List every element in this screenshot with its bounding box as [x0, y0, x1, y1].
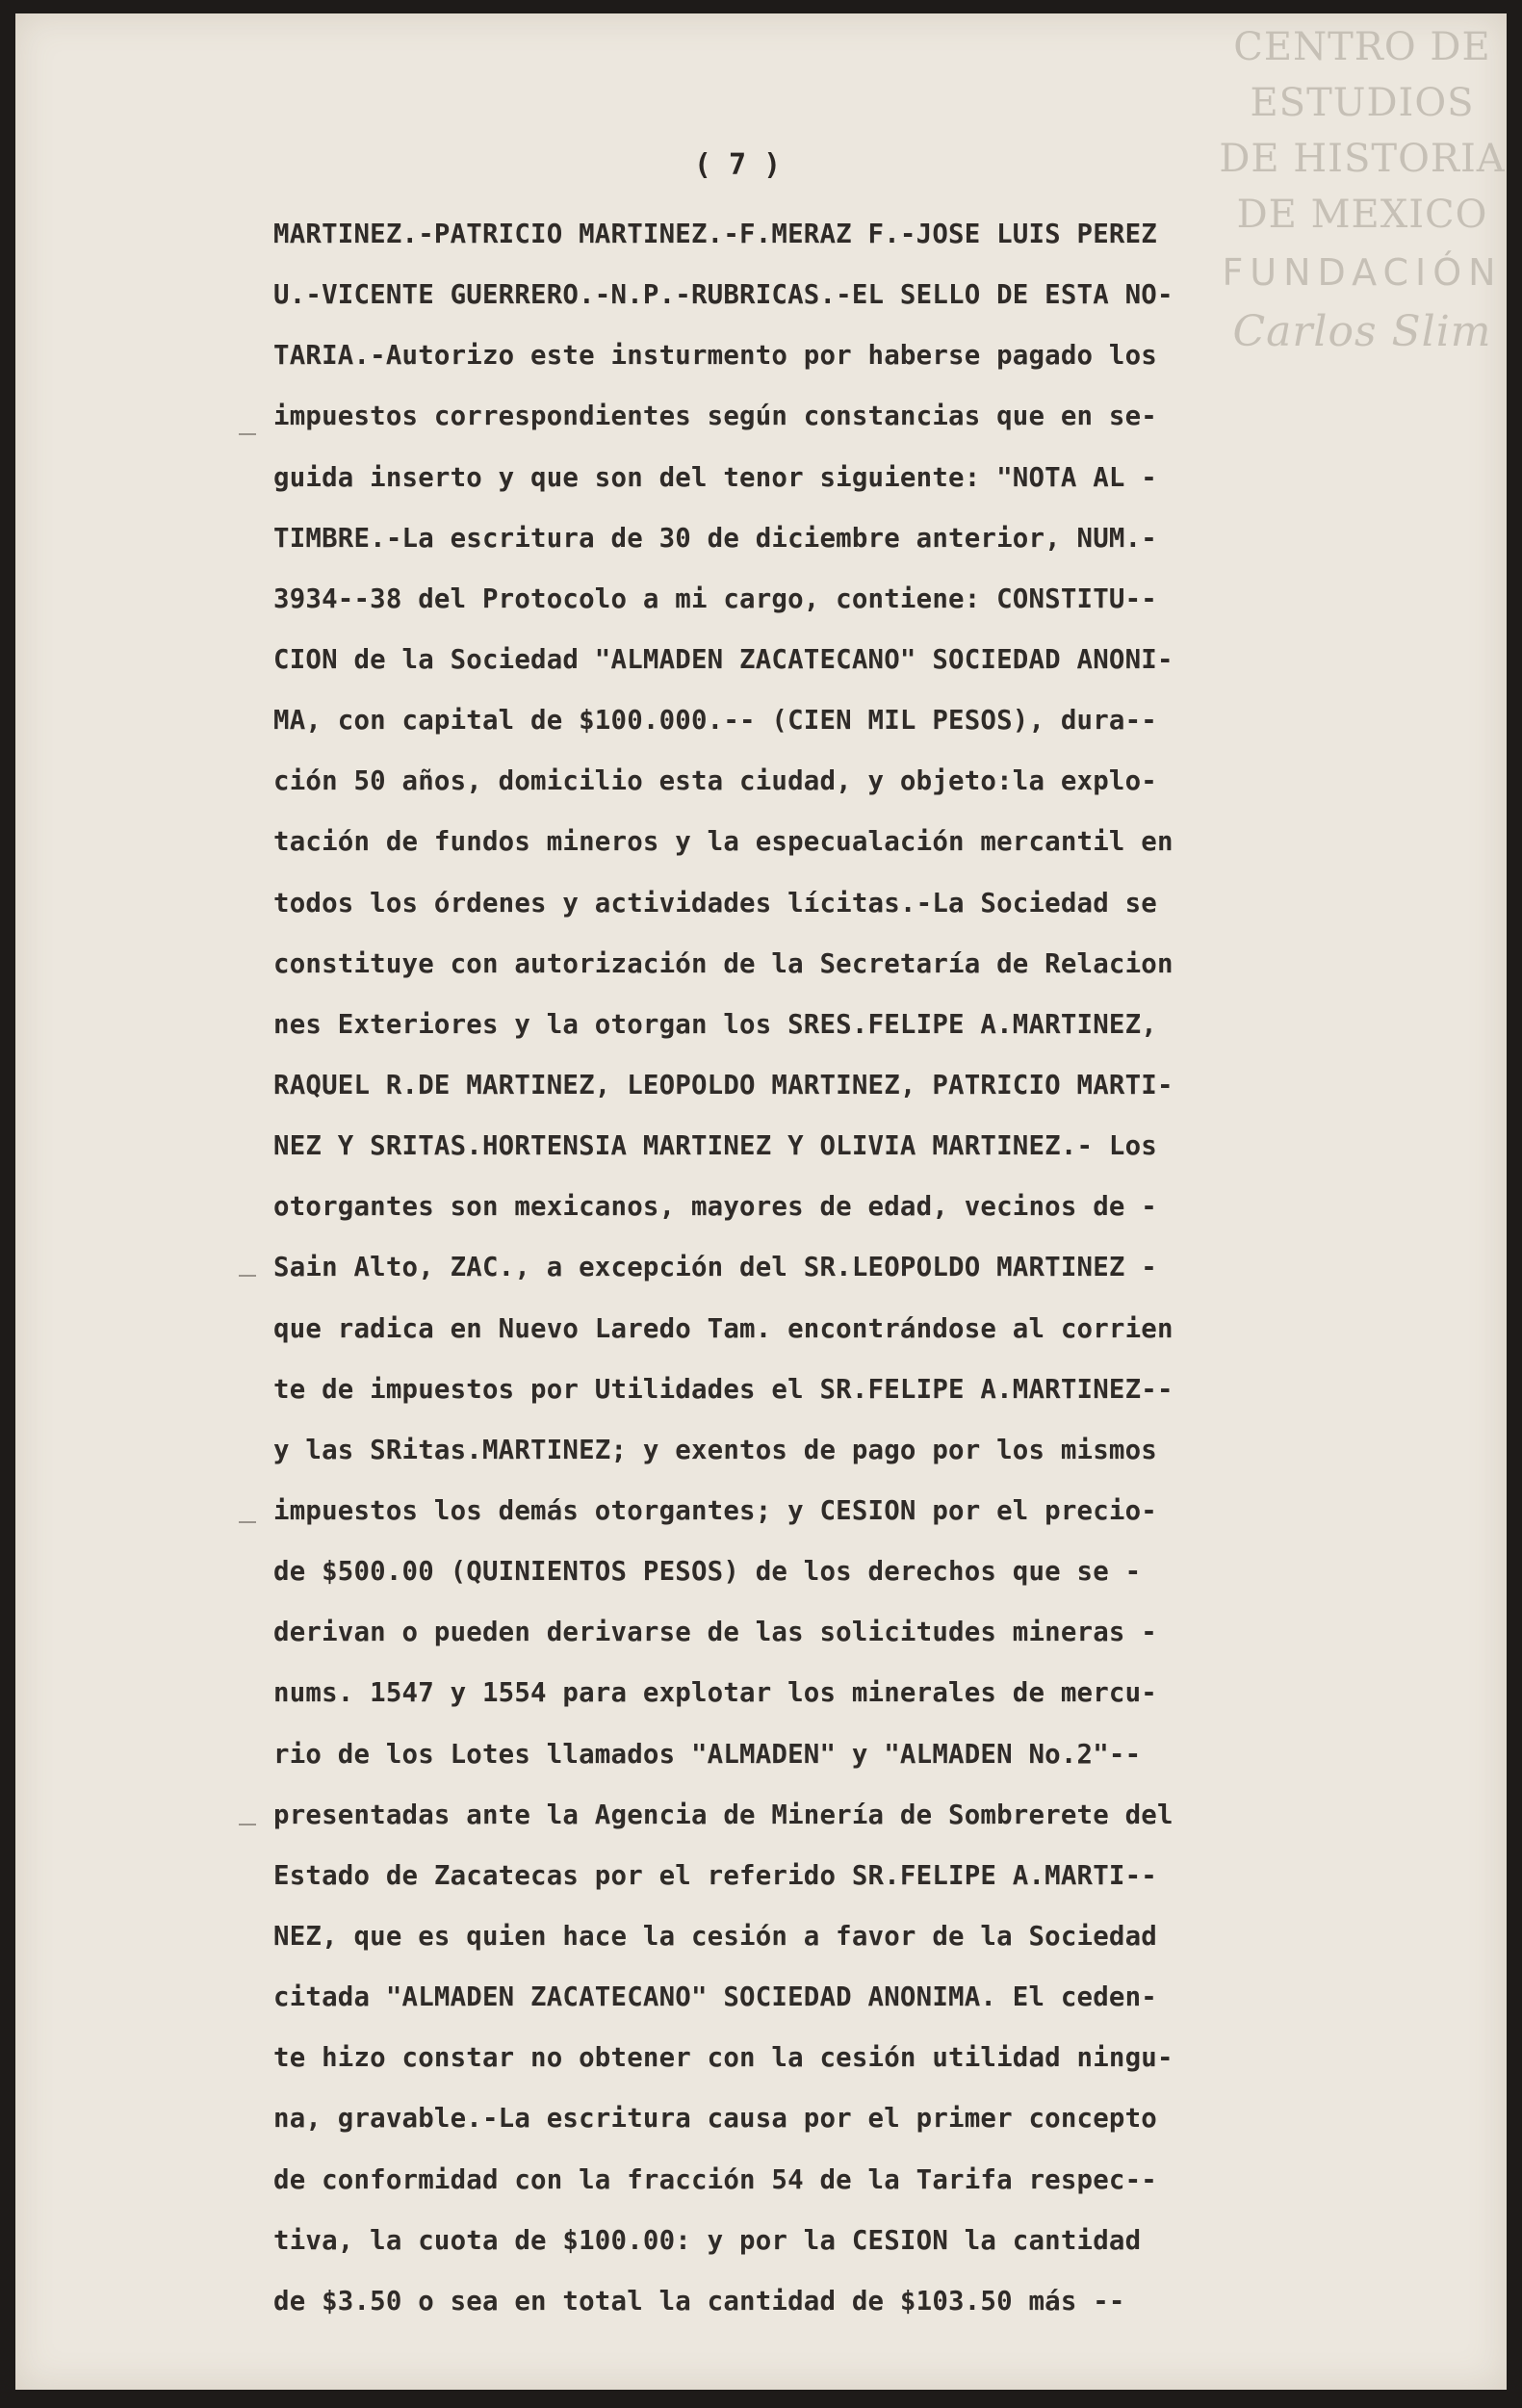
text-line: RAQUEL R.DE MARTINEZ, LEOPOLDO MARTINEZ, PATRICIO MARTI-	[273, 1070, 1174, 1100]
text-line: de $500.00 (QUINIENTOS PESOS) de los derechos que se -	[273, 1557, 1142, 1588]
text-line: Estado de Zacatecas por el referido SR.FELIPE A.MARTI--	[273, 1860, 1157, 1891]
margin-tick	[239, 1275, 256, 1277]
text-line: ción 50 años, domicilio esta ciudad, y objeto:la explo-	[273, 766, 1157, 797]
text-line: NEZ, que es quien hace la cesión a favor de la Sociedad	[273, 1921, 1157, 1952]
watermark-line: DE MEXICO	[1236, 193, 1488, 237]
watermark-line: ESTUDIOS	[1250, 81, 1475, 125]
text-line: derivan o pueden derivarse de las solicitudes mineras -	[273, 1618, 1157, 1648]
text-line: que radica en Nuevo Laredo Tam. encontrándose al corrien	[273, 1313, 1174, 1344]
text-line: tación de fundos mineros y la especualación mercantil en	[273, 827, 1174, 858]
page-number: ( 7 )	[693, 148, 782, 182]
text-line: nums. 1547 y 1554 para explotar los minerales de mercu-	[273, 1678, 1157, 1709]
text-line: TIMBRE.-La escritura de 30 de diciembre anterior, NUM.-	[273, 523, 1157, 554]
text-line: MA, con capital de $100.000.-- (CIEN MIL PESOS), dura--	[273, 706, 1157, 737]
text-line: TARIA.-Autorizo este insturmento por haberse pagado los	[273, 341, 1157, 372]
text-line: presentadas ante la Agencia de Minería de Sombrerete del	[273, 1800, 1174, 1830]
margin-tick	[239, 433, 256, 435]
text-line: de conformidad con la fracción 54 de la Tarifa respec--	[273, 2164, 1157, 2195]
text-line: tiva, la cuota de $100.00: y por la CESION la cantidad	[273, 2225, 1142, 2256]
margin-tick	[239, 1824, 256, 1825]
watermark-signature: Carlos Slim	[1232, 307, 1492, 356]
text-line: nes Exteriores y la otorgan los SRES.FELIPE A.MARTINEZ,	[273, 1009, 1157, 1040]
text-line: na, gravable.-La escritura causa por el primer concepto	[273, 2104, 1157, 2135]
text-line: impuestos los demás otorgantes; y CESION por el precio-	[273, 1495, 1157, 1526]
watermark-line: DE HISTORIA	[1219, 137, 1506, 181]
text-line: guida inserto y que son del tenor siguiente: "NOTA AL -	[273, 462, 1157, 493]
text-line: constituye con autorización de la Secretaría de Relacion	[273, 948, 1174, 979]
text-line: todos los órdenes y actividades lícitas.-La Sociedad se	[273, 888, 1157, 919]
watermark-fundacion: FUNDACIÓN	[1222, 251, 1503, 294]
text-line: citada "ALMADEN ZACATECANO" SOCIEDAD ANONIMA. El ceden-	[273, 1982, 1157, 2013]
text-line: de $3.50 o sea en total la cantidad de $103.50 más --	[273, 2286, 1125, 2317]
text-line: rio de los Lotes llamados "ALMADEN" y "ALMADEN No.2"--	[273, 1739, 1142, 1770]
text-line: te hizo constar no obtener con la cesión utilidad ningu-	[273, 2043, 1174, 2074]
text-line: impuestos correspondientes según constancias que en se-	[273, 401, 1157, 432]
text-line: MARTINEZ.-PATRICIO MARTINEZ.-F.MERAZ F.-JOSE LUIS PEREZ	[273, 220, 1157, 249]
text-line: Sain Alto, ZAC., a excepción del SR.LEOPOLDO MARTINEZ -	[273, 1253, 1157, 1283]
text-line: U.-VICENTE GUERRERO.-N.P.-RUBRICAS.-EL SELLO DE ESTA NO-	[273, 280, 1174, 311]
watermark-line: CENTRO DE	[1233, 25, 1491, 69]
text-line: CION de la Sociedad "ALMADEN ZACATECANO" SOCIEDAD ANONI-	[273, 644, 1174, 675]
document-page	[15, 13, 1507, 2390]
margin-tick	[239, 1521, 256, 1523]
typed-body-text	[273, 204, 1371, 2332]
text-line: otorgantes son mexicanos, mayores de edad, vecinos de -	[273, 1192, 1157, 1223]
text-line: te de impuestos por Utilidades el SR.FELIPE A.MARTINEZ--	[273, 1374, 1174, 1405]
text-line: y las SRitas.MARTINEZ; y exentos de pago por los mismos	[273, 1435, 1157, 1465]
text-line: 3934--38 del Protocolo a mi cargo, contiene: CONSTITU--	[273, 583, 1157, 614]
text-line: NEZ Y SRITAS.HORTENSIA MARTINEZ Y OLIVIA MARTINEZ.- Los	[273, 1131, 1157, 1162]
